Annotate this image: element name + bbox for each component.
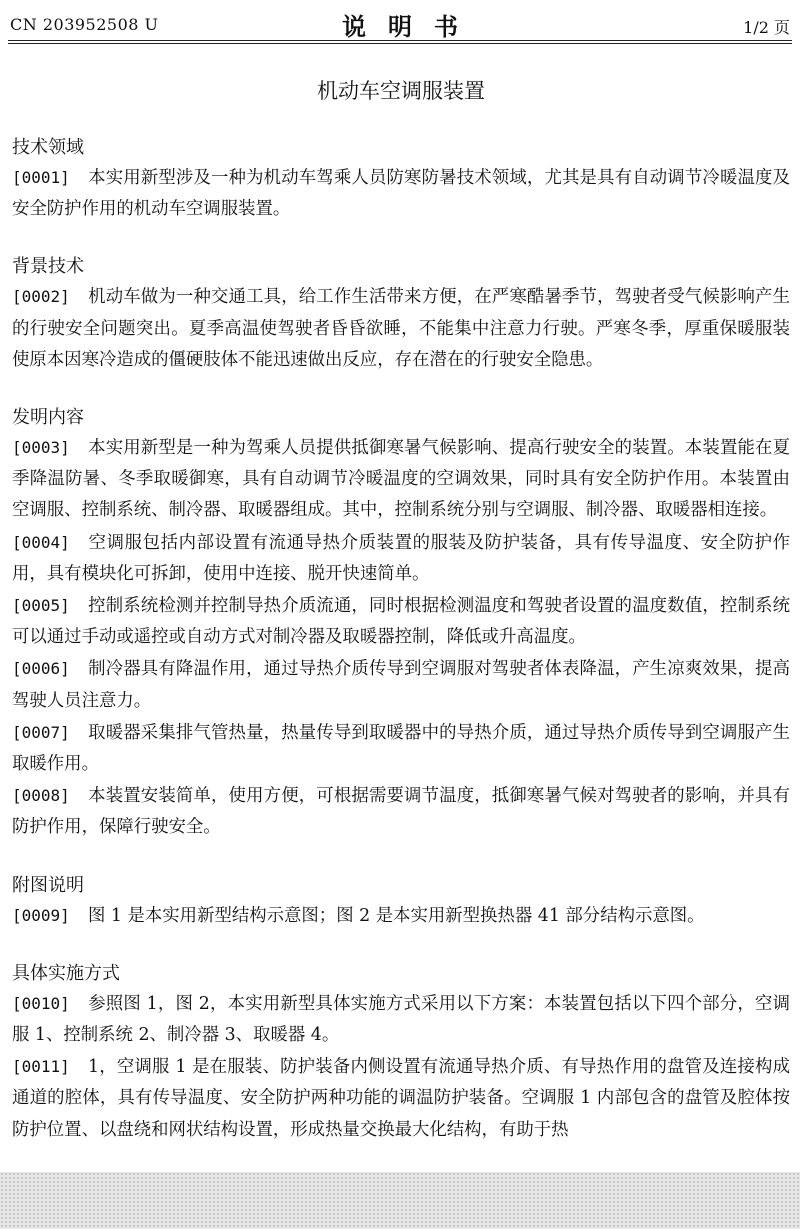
section-heading: 附图说明 xyxy=(12,874,84,896)
paragraph-number: [0003] xyxy=(12,438,70,458)
page-indicator: 1/2 页 xyxy=(743,18,790,37)
paragraph xyxy=(12,162,790,225)
paragraph xyxy=(12,653,790,716)
paragraph xyxy=(12,717,790,780)
paragraph xyxy=(12,780,790,843)
paragraph-number: [0011] xyxy=(12,1057,70,1077)
paragraph xyxy=(12,281,790,376)
paragraph-number: [0007] xyxy=(12,722,70,742)
section xyxy=(12,404,790,844)
scan-noise-band xyxy=(0,1172,800,1229)
paragraph-text: 1，空调服 1 是在服装、防护装备内侧设置有流通导热介质、有导热作用的盘管及连接构成通道的腔体，具有传导温度、安全防护两种功能的调温防护装备。空调服 1 内部包含的盘管及腔体按防护位置、以盘绕和网状结构设置，形成热量交换最大化结构，有助于热 xyxy=(12,1057,790,1140)
section xyxy=(12,872,790,932)
paragraph xyxy=(12,988,790,1051)
paragraph-text: 制冷器具有降温作用，通过导热介质传导到空调服对驾驶者体表降温，产生凉爽效果，提高驾驶人员注意力。 xyxy=(12,659,790,711)
section-heading: 技术领域 xyxy=(12,137,84,158)
paragraph-number: [0001] xyxy=(12,168,70,187)
paragraph-text: 机动车做为一种交通工具，给工作生活带来方便，在严寒酷暑季节，驾驶者受气候影响产生的行驶安全问题突出。夏季高温使驾驶者昏昏欲睡，不能集中注意力行驶。严寒冬季，厚重保暖服装使原本因寒冷造成的僵硬肢体不能迅速做出反应，存在潜在的行驶安全隐患。 xyxy=(12,287,790,370)
paragraph-text: 控制系统检测并控制导热介质流通，同时根据检测温度和驾驶者设置的温度数值，控制系统可以通过手动或遥控或自动方式对制冷器及取暖器控制，降低或升高温度。 xyxy=(12,596,790,648)
paragraph xyxy=(12,527,790,590)
document-type: 说明书 xyxy=(342,12,480,41)
section-heading: 发明内容 xyxy=(12,407,84,429)
document-body xyxy=(12,76,790,1146)
paragraph-text: 取暖器采集排气管热量，热量传导到取暖器中的导热介质，通过导热介质传导到空调服产生取暖作用。 xyxy=(12,722,790,775)
publication-number: CN 203952508 U xyxy=(10,15,159,34)
paragraph xyxy=(12,432,790,527)
paragraph-number: [0002] xyxy=(12,287,70,307)
paragraph-text: 参照图 1，图 2，本实用新型具体实施方式采用以下方案：本装置包括以下四个部分，空调服 1、控制系统 2、制冷器 3、取暖器 4。 xyxy=(12,993,790,1046)
section xyxy=(12,134,790,225)
header-rule xyxy=(8,40,792,41)
paragraph-text: 本实用新型是一种为驾乘人员提供抵御寒暑气候影响、提高行驶安全的装置。本装置能在夏季降温防暑、冬季取暖御寒，具有自动调节冷暖温度的空调效果，同时具有安全防护作用。本装置由空调服、控制系统、制冷器、取暖器组成。其中，控制系统分别与空调服、制冷器、取暖器相连接。 xyxy=(12,438,790,521)
paragraph-number: [0004] xyxy=(12,532,70,552)
section-heading: 背景技术 xyxy=(12,256,84,278)
page-header xyxy=(0,0,800,44)
paragraph xyxy=(12,590,790,653)
paragraph-text: 本实用新型涉及一种为机动车驾乘人员防寒防暑技术领域，尤其是具有自动调节冷暖温度及安全防护作用的机动车空调服装置。 xyxy=(12,168,790,220)
header-rule-thin xyxy=(8,43,792,44)
paragraph-number: [0010] xyxy=(12,993,70,1013)
paragraph-text: 本装置安装简单，使用方便，可根据需要调节温度，抵御寒暑气候对驾驶者的影响，并具有防护作用，保障行驶安全。 xyxy=(12,786,790,838)
section-heading: 具体实施方式 xyxy=(12,962,120,984)
sections-container xyxy=(12,134,790,1146)
paragraph-text: 空调服包括内部设置有流通导热介质装置的服装及防护装备，具有传导温度、安全防护作用，具有模块化可拆卸，使用中连接、脱开快速简单。 xyxy=(12,532,790,584)
paragraph xyxy=(12,1051,790,1146)
paragraph-number: [0005] xyxy=(12,596,70,616)
paragraph-number: [0009] xyxy=(12,905,70,925)
section xyxy=(12,253,790,376)
section xyxy=(12,960,790,1146)
paragraph xyxy=(12,900,790,932)
paragraph-text: 图 1 是本实用新型结构示意图；图 2 是本实用新型换热器 41 部分结构示意图。 xyxy=(88,905,705,926)
paragraph-number: [0008] xyxy=(12,786,70,806)
document-title: 机动车空调服装置 xyxy=(317,79,485,103)
paragraph-number: [0006] xyxy=(12,659,70,679)
